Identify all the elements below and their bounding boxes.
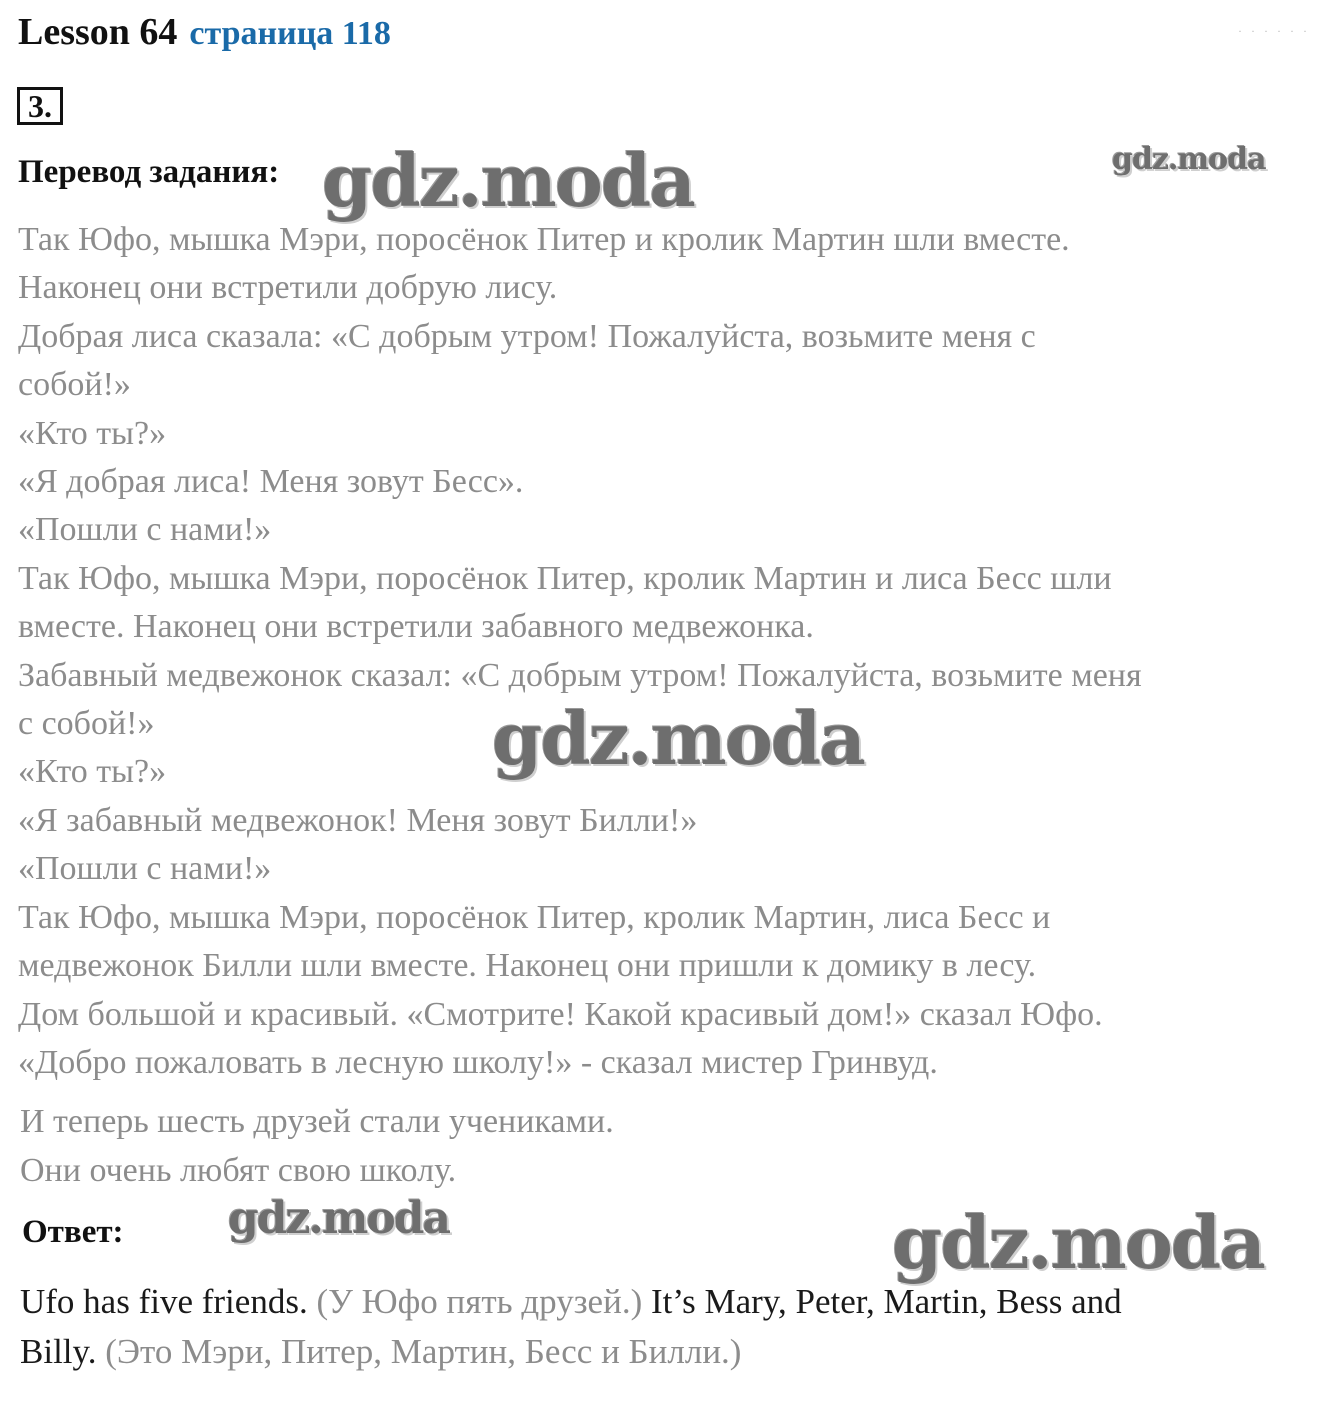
translation-label: Перевод задания: (18, 154, 280, 190)
translation-ending-line: Они очень любят свою школу. (20, 1152, 457, 1189)
watermark: gdz.moda (322, 138, 694, 223)
watermark: gdz.moda (492, 696, 864, 781)
answer-text (20, 1277, 1310, 1377)
translation-line: «Я добрая лиса! Меня зовут Бесс». (18, 463, 524, 501)
answer-english: Ufo has five friends. (20, 1282, 308, 1321)
translation-line: Добрая лиса сказала: «С добрым утром! Пожалуйста, возьмите меня с (18, 317, 1036, 355)
translation-line: Забавный медвежонок сказал: «С добрым утром! Пожалуйста, возьмите меня (18, 656, 1142, 694)
answer-russian: (Это Мэри, Питер, Мартин, Бесс и Билли.) (105, 1332, 742, 1371)
answer-english: It’s Mary, Peter, Martin, Bess and (650, 1282, 1122, 1321)
lesson-title: Lesson 64 (18, 11, 178, 53)
answer-russian: (У Юфо пять друзей.) (316, 1282, 643, 1321)
answer-line (20, 1327, 1310, 1377)
translation-line: с собой!» (18, 705, 155, 743)
translation-text (18, 216, 1328, 1087)
translation-ending (20, 1097, 1320, 1195)
translation-line: Так Юфо, мышка Мэри, поросёнок Питер, кролик Мартин, лиса Бесс и (18, 898, 1051, 936)
translation-line: «Пошли с нами!» (18, 511, 272, 549)
page-header (18, 10, 391, 54)
translation-line: «Я забавный медвежонок! Меня зовут Билли!» (18, 801, 698, 839)
translation-line: Дом большой и красивый. «Смотрите! Какой красивый дом!» сказал Юфо. (18, 995, 1103, 1033)
translation-line: Наконец они встретили добрую лису. (18, 269, 558, 307)
translation-line: «Пошли с нами!» (18, 850, 272, 888)
translation-line: «Кто ты?» (18, 753, 167, 791)
page-reference: страница 118 (189, 15, 391, 52)
translation-line: вместе. Наконец они встретили забавного медвежонка. (18, 608, 814, 646)
translation-line: Так Юфо, мышка Мэри, поросёнок Питер, кролик Мартин и лиса Бесс шли (18, 559, 1112, 597)
translation-ending-line: И теперь шесть друзей стали учениками. (20, 1103, 614, 1140)
translation-line: «Кто ты?» (18, 414, 167, 452)
corner-mark: · · · · · · (1238, 24, 1310, 38)
answer-label: Ответ: (22, 1214, 124, 1250)
watermark: gdz.moda (1112, 142, 1266, 177)
watermark: gdz.moda (892, 1200, 1264, 1285)
exercise-number: 3. (17, 87, 63, 125)
translation-line: «Добро пожаловать в лесную школу!» - сказал мистер Гринвуд. (18, 1043, 938, 1081)
translation-line: медвежонок Билли шли вместе. Наконец они пришли к домику в лесу. (18, 947, 1037, 985)
watermark: gdz.moda (228, 1193, 450, 1244)
translation-line: собой!» (18, 366, 131, 404)
translation-line: Так Юфо, мышка Мэри, поросёнок Питер и кролик Мартин шли вместе. (18, 221, 1070, 258)
answer-english: Billy. (20, 1332, 97, 1371)
